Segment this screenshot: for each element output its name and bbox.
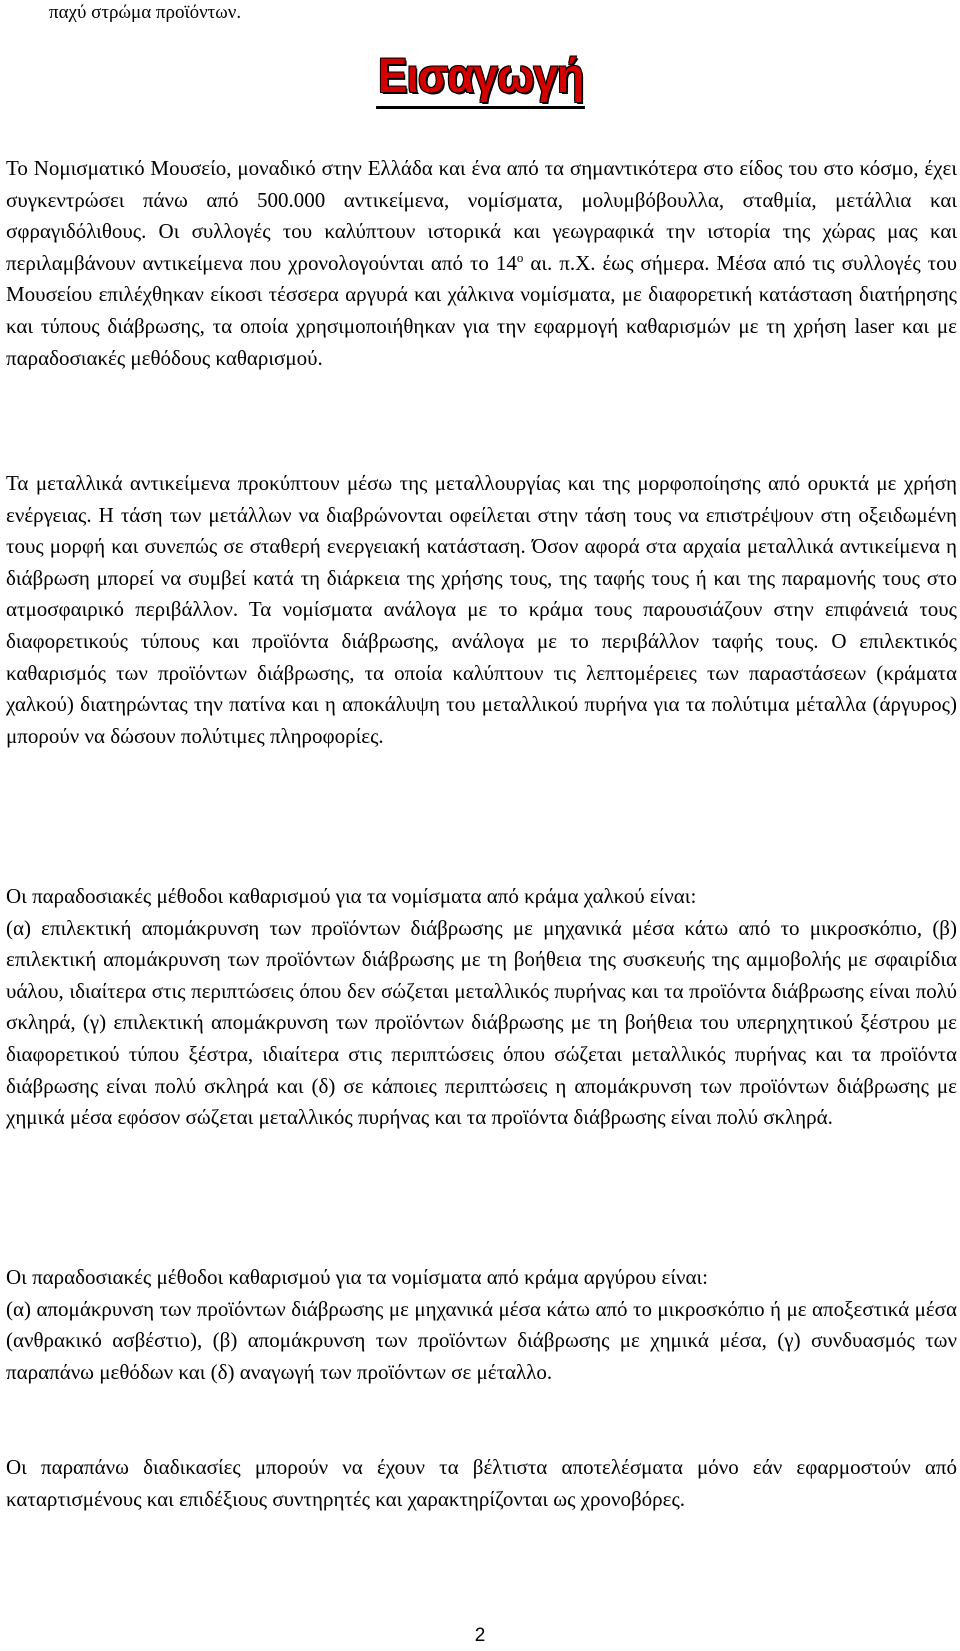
paragraph-museum-text-a: Το Νομισματικό Μουσείο, μοναδικό στην Ελλάδα και ένα από τα σημαντικότερα στο είδος του στο κόσμο, έχει συγκεντρώσει πάνω από 500.000 αντικείμενα, νομίσματα, μολυμβόβουλλα, σταθμία, μετάλλια και σφραγιδόλιθους. Οι συλλογές του καλύπτουν ιστορικά και γεωγραφικά την ιστορία της χώρας μας και περιλαμβάνουν αντικείμενα που χρονολογούνται από το 14: [6, 156, 957, 275]
silver-methods-intro: Οι παραδοσιακές μέθοδοι καθαρισμού για τα νομίσματα από κράμα αργύρου είναι:: [6, 1265, 708, 1289]
silver-methods-list: (α) απομάκρυνση των προϊόντων διάβρωσης με μηχανικά μέσα κάτω από το μικροσκόπιο ή με αποξεστικά μέσα (ανθρακικό ασβέστιο), (β) απομάκρυνση των προϊόντων διάβρωσης με χημικά μέσα, (γ) συνδυασμός των παραπάνω μεθόδων και (δ) αναγωγή των προϊόντων σε μέταλλο.: [6, 1296, 957, 1384]
bronze-methods-list: (α) επιλεκτική απομάκρυνση των προϊόντων διάβρωσης με μηχανικά μέσα κάτω από το μικροσκόπιο, (β) επιλεκτική απομάκρυνση των προϊόντων διάβρωσης με τη βοήθεια της συσκευής της αμμοβολής με σφαιρίδια υάλου, ιδιαίτερα στις περιπτώσεις όπου δεν σώζεται μεταλλικός πυρήνας και τα προϊόντα διάβρωσης είναι πολύ σκληρά, (γ) επιλεκτική απομάκρυνση των προϊόντων διάβρωσης με τη βοήθεια του υπερηχητικού ξέστρου με διαφορετικού τύπου ξέστρα, ιδιαίτερα στις περιπτώσεις όπου σώζεται μεταλλικός πυρήνας και τα προϊόντα διάβρωσης είναι πολύ σκληρά και (δ) σε κάποιες περιπτώσεις η απομάκρυνση των προϊόντων διάβρωσης με χημικά μέσα εφόσον σώζεται μεταλλικός πυρήνας και τα προϊόντα διάβρωσης είναι πολύ σκληρά.: [6, 915, 957, 1130]
page-number: 2: [474, 1625, 486, 1646]
section-heading: Εισαγωγή: [376, 50, 585, 109]
heading-container: [0, 50, 960, 109]
paragraph-bronze-methods: [6, 881, 957, 1134]
previous-page-fragment: παχύ στρώμα προϊόντων.: [49, 2, 242, 23]
century-superscript: ο: [516, 249, 524, 265]
paragraph-museum: [6, 153, 957, 374]
paragraph-conclusion: Οι παραπάνω διαδικασίες μπορούν να έχουν τα βέλτιστα αποτελέσματα μόνο εάν εφαρμοστούν από καταρτισμένους και επιδέξιους συντηρητές και χαρακτηρίζονται ως χρονοβόρες.: [6, 1455, 957, 1511]
bronze-methods-intro: Οι παραδοσιακές μέθοδοι καθαρισμού για τα νομίσματα από κράμα χαλκού είναι:: [6, 884, 697, 908]
paragraph-silver-methods: [6, 1262, 957, 1388]
paragraph-museum-text-b: αι. π.Χ. έως σήμερα. Μέσα από τις συλλογές του Μουσείου επιλέχθηκαν είκοσι τέσσερα αργυρά και χάλκινα νομίσματα, με διαφορετική κατάσταση διατήρησης και τύπους διάβρωσης, τα οποία χρησιμοποιήθηκαν για την εφαρμογή καθαρισμών με τη χρήση laser και με παραδοσιακές μεθόδους καθαρισμού.: [6, 250, 957, 370]
paragraph-corrosion: Τα μεταλλικά αντικείμενα προκύπτουν μέσω της μεταλλουργίας και της μορφοποίησης από ορυκτά με χρήση ενέργειας. Η τάση των μετάλλων να διαβρώνονται οφείλεται στην τάση τους να επιστρέψουν στη οξειδωμένη τους μορφή και συνεπώς σε σταθερή ενεργειακή κατάσταση. Όσον αφορά στα αρχαία μεταλλικά αντικείμενα η διάβρωση μπορεί να συμβεί κατά τη διάρκεια της χρήσης τους, της ταφής τους ή και της παραμονής τους στο ατμοσφαιρικό περιβάλλον. Τα νομίσματα ανάλογα με το κράμα τους παρουσιάζουν στην επιφάνειά τους διαφορετικούς τύπους και προϊόντα διάβρωσης, ανάλογα με το περιβάλλον ταφής τους. Ο επιλεκτικός καθαρισμός των προϊόντων διάβρωσης, τα οποία καλύπτουν τις λεπτομέρειες των παραστάσεων (κράματα χαλκού) διατηρώντας την πατίνα και η αποκάλυψη του μεταλλικού πυρήνα για τα πολύτιμα μέταλλα (άργυρος) μπορούν να δώσουν πολύτιμες πληροφορίες.: [6, 471, 957, 748]
